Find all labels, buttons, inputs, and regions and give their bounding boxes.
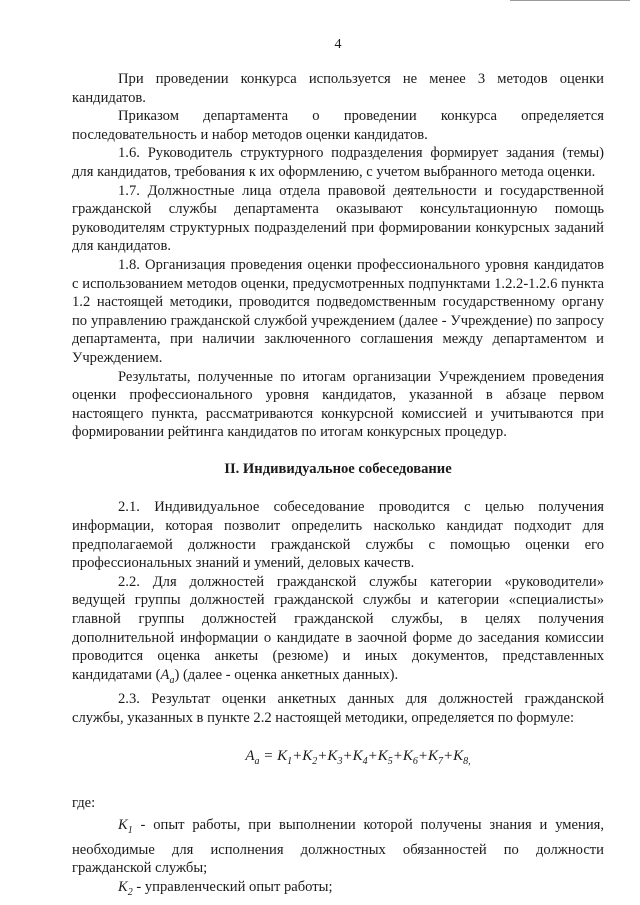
k2-symbol: $К_2$	[118, 878, 133, 898]
k2-text: - управленческий опыт работы;	[132, 878, 333, 895]
paragraph-results: Результаты, полученные по итогам организации Учреждением проведения оценки профессионального уровня кандидатов, указанной в абзаце первом настоящего пункта, рассматриваются конкурсной комиссией и учитываются при формировании рейтинга кандидатов по итогам конкурсных процедур.	[72, 368, 604, 441]
formula-plus: +	[443, 747, 454, 764]
paragraph-1-8: 1.8. Организация проведения оценки профессионального уровня кандидатов с использованием методов оценки, предусмотренных подпунктами 1.2.2-1.2.6 пункта 1.2 настоящей методики, проводится подведомственным государственному органу по управлению гражданской службой учреждением (далее - Учреждение) по запросу департамента, при наличии заключенного соглашения между департаментом и Учреждением.	[72, 256, 604, 366]
formula-lhs: $А_а$	[245, 747, 260, 767]
formula-plus: +	[342, 747, 353, 764]
formula-plus: +	[367, 747, 378, 764]
formula-term: $K_2$	[302, 747, 318, 767]
p22-text-after: ) (далее - оценка анкетных данных).	[174, 666, 399, 683]
formula-plus: +	[392, 747, 403, 764]
formula-plus: +	[292, 747, 303, 764]
scan-artifact-line	[510, 0, 630, 1]
formula-term: $K_5$	[377, 747, 393, 767]
paragraph-order-methods: Приказом департамента о проведении конкурса определяется последовательность и набор методов оценки кандидатов.	[72, 108, 604, 143]
formula-terms	[277, 747, 471, 767]
definition-k2	[72, 878, 604, 903]
paragraph-methods-count: При проведении конкурса используется не менее 3 методов оценки кандидатов.	[72, 71, 604, 106]
formula-term: $K_{8,}$	[453, 747, 471, 767]
section-heading-individual-interview: II. Индивидуальное собеседование	[224, 460, 452, 477]
document-page	[72, 36, 604, 902]
formula-term: $K_3$	[327, 747, 343, 767]
formula-term: $K_6$	[402, 747, 418, 767]
p22-text-before: 2.2. Для должностей гражданской службы категории «руководители» ведущей группы должностей гражданской службы и категории «специалисты» главной группы должностей гражданской службы, в целях получения дополнительной информации о кандидате в заочной форме до заседания комиссии проводится оценка анкеты (резюме) и иных документов, представленных кандидатами (	[72, 573, 604, 683]
paragraph-1-6: 1.6. Руководитель структурного подразделения формирует задания (темы) для кандидатов, требования к их оформлению, с учетом выбранного метода оценки.	[72, 145, 604, 180]
paragraph-1-7: 1.7. Должностные лица отдела правовой деятельности и государственной гражданской службы департамента оказывают консультационную помощь руководителям структурных подразделений при формировании конкурсных заданий для кандидатов.	[72, 182, 604, 255]
paragraph-2-1: 2.1. Индивидуальное собеседование проводится с целью получения информации, которая позволит определить насколько кандидат подходит для предполагаемой должности гражданской службы с помощью оценки его профессиональных знаний и умений, деловых качеств.	[72, 499, 604, 572]
p22-symbol: $А_а$	[160, 666, 175, 686]
formula	[112, 746, 604, 772]
definition-k1	[72, 816, 604, 878]
k1-text: - опыт работы, при выполнении которой получены знания и умения, необходимые для исполнения должностных обязанностей по должности гражданской службы;	[72, 817, 604, 877]
formula-term: $K_4$	[352, 747, 368, 767]
page-number: 4	[334, 37, 342, 52]
formula-term: $K_1$	[277, 747, 293, 767]
k1-symbol: $К_1$	[118, 817, 133, 836]
formula-plus: +	[317, 747, 328, 764]
paragraph-2-3: 2.3. Результат оценки анкетных данных для должностей гражданской службы, указанных в пункте 2.2 настоящей методики, определяется по формуле:	[72, 691, 604, 726]
formula-term: $K_7$	[427, 747, 443, 767]
formula-plus: +	[417, 747, 428, 764]
paragraph-2-2	[72, 573, 604, 690]
formula-equals: =	[259, 747, 278, 764]
where-label: где:	[72, 794, 96, 811]
